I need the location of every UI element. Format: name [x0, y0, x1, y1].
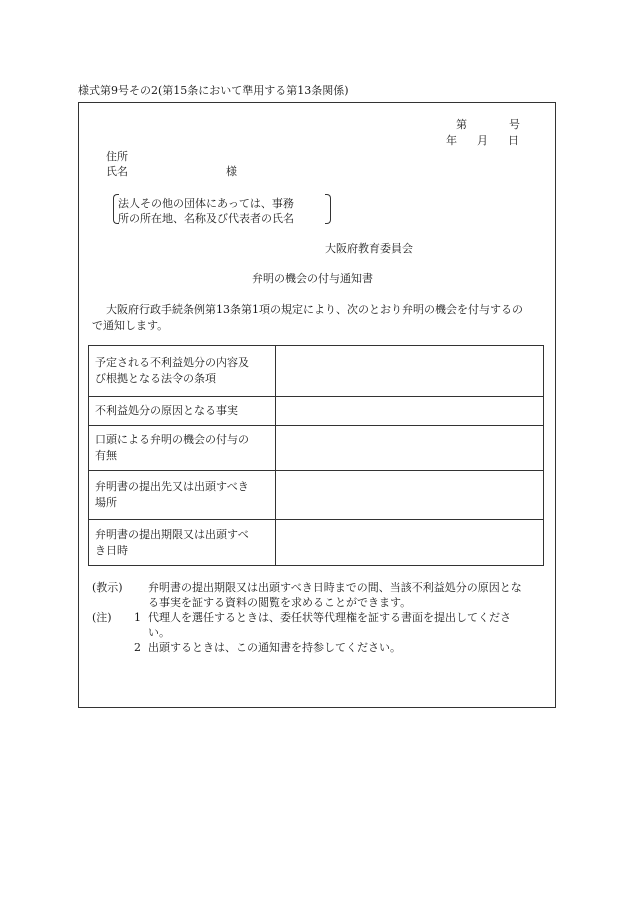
issuer-name: 大阪府教育委員会: [325, 242, 413, 255]
row-value-field[interactable]: [276, 346, 544, 397]
table-row: [89, 520, 544, 566]
body-text: [92, 302, 552, 334]
body-line1: 大阪府行政手続条例第13条第1項の規定により、次のとおり弁明の機会を付与するの: [106, 303, 523, 316]
corporation-note-line2: 所の所在地、名称及び代表者の氏名: [118, 212, 294, 225]
note-number: 2: [134, 641, 141, 654]
honorific: 様: [226, 165, 237, 178]
row-label: 予定される不利益処分の内容及 び根拠となる法令の条項: [89, 346, 276, 397]
row-label: 不利益処分の原因となる事実: [89, 397, 276, 426]
number-prefix: 第: [456, 118, 467, 131]
number-suffix: 号: [509, 118, 520, 131]
address-label: 住所: [106, 150, 128, 163]
table-row: [89, 397, 544, 426]
corporation-note-line1: 法人その他の団体にあっては、事務: [118, 197, 294, 210]
row-value-field[interactable]: [276, 397, 544, 426]
teach-line2: る事実を証する資料の閲覧を求めることができます。: [148, 596, 412, 609]
note-number: 1: [134, 611, 141, 624]
date-day: 日: [508, 134, 519, 147]
row-label: 口頭による弁明の機会の付与の 有無: [89, 426, 276, 471]
teach-line1: 弁明書の提出期限又は出頭すべき日時までの間、当該不利益処分の原因とな: [148, 581, 522, 594]
date-month: 月: [477, 134, 488, 147]
row-label: 弁明書の提出期限又は出頭すべ き日時: [89, 520, 276, 566]
note-tag: (注): [92, 611, 112, 624]
teach-tag: (教示): [92, 581, 123, 594]
note-line2: い。: [148, 626, 170, 639]
row-label: 弁明書の提出先又は出頭すべき 場所: [89, 471, 276, 520]
note-line1: 代理人を選任するときは、委任状等代理権を証する書面を提出してくださ: [148, 611, 511, 624]
document-date: [446, 135, 519, 146]
corporation-note: [118, 196, 294, 226]
note-line1: 出頭するときは、この通知書を持参してください。: [148, 641, 401, 654]
document-title: 弁明の機会の付与通知書: [252, 272, 373, 285]
body-line2: で通知します。: [92, 319, 169, 332]
table-row: [89, 471, 544, 520]
table-row: [89, 346, 544, 397]
info-table: [88, 345, 544, 566]
bracket-right: [325, 194, 331, 224]
table-row: [89, 426, 544, 471]
form-number-label: 様式第9号その2(第15条において準用する第13条関係): [78, 84, 349, 97]
row-value-field[interactable]: [276, 426, 544, 471]
row-value-field[interactable]: [276, 471, 544, 520]
row-value-field[interactable]: [276, 520, 544, 566]
document-number: [456, 119, 520, 130]
name-label: 氏名: [106, 165, 128, 178]
date-year: 年: [446, 134, 457, 147]
